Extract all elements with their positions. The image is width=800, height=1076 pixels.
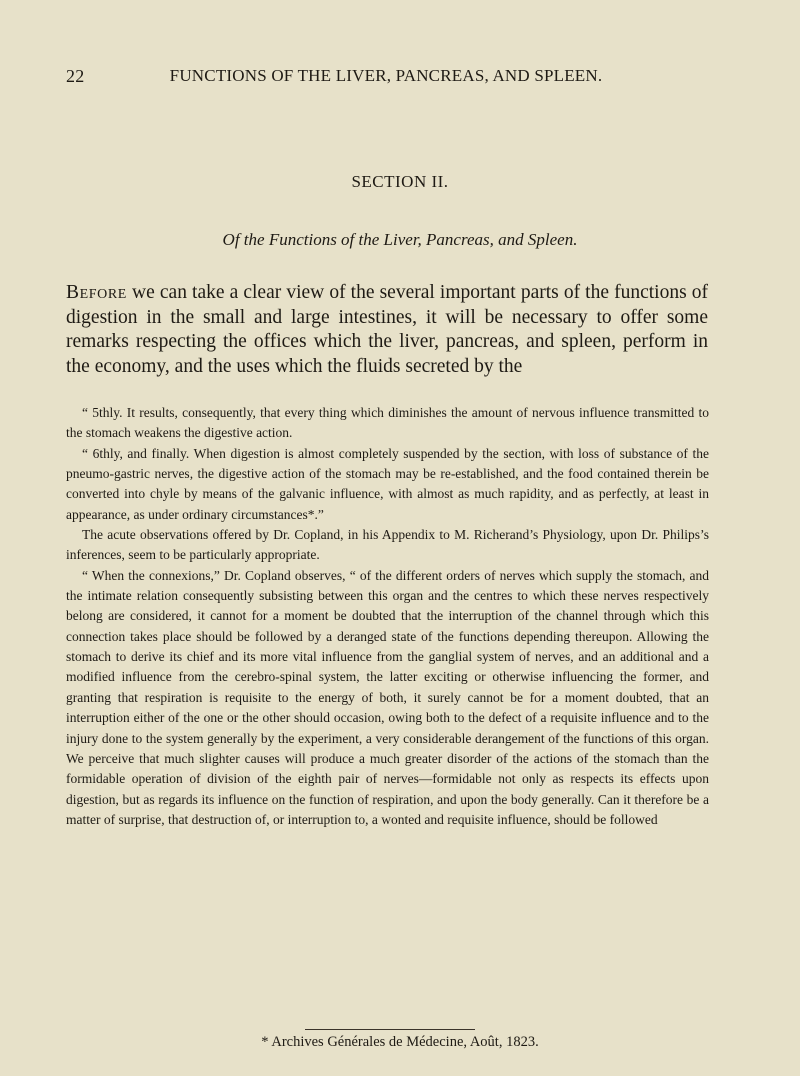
page-number: 22 bbox=[66, 66, 85, 86]
section-subtitle: Of the Functions of the Liver, Pancreas, and Spleen. bbox=[222, 230, 578, 249]
lead-first-word: Before bbox=[66, 282, 127, 303]
quoted-passage bbox=[66, 403, 709, 830]
quote-paragraph-4: “ When the connexions,” Dr. Copland observes, “ of the different orders of nerves which supply the stomach, and the intimate relation consequently subsisting between this organ and the centres to which these nerves respectively belong are considered, it cannot for a moment be doubted that the interruption of the channel through which this connection takes place should be followed by a deranged state of the functions depending thereupon. Allowing the stomach to derive its chief and its more vital influence from the ganglial system of nerves, and an additional and a modified influence from the cerebro-spinal system, the latter exciting or otherwise influencing the former, and granting that respiration is requisite to the energy of both, it surely cannot be for a moment doubted, that an interruption either of the one or the other should occasion, owing both to the defect of a requisite influence and to the injury done to the system generally by the experiment, a very considerable derangement of the functions of this organ. We perceive that much slighter causes will produce a much greater disorder of the actions of the stomach than the formidable operation of division of the eighth pair of nerves—formidable not only as respects its effects upon digestion, but as regards its influence on the function of respiration, and upon the body generally. Can it therefore be a matter of surprise, that destruction of, or interruption to, a wonted and requisite influence, should be followed bbox=[66, 567, 709, 827]
footnote: * Archives Générales de Médecine, Août, 1823. bbox=[261, 1034, 539, 1050]
quote-paragraph-2: “ 6thly, and finally. When digestion is almost completely suspended by the section, with loss of substance of the pneumo-gastric nerves, the digestive action of the stomach may be re-established, and the food contained therein be converted into chyle by means of the galvanic influence, with almost as much rapidity, and as perfectly, at least in appearance, as under ordinary circumstances*.” bbox=[66, 445, 709, 522]
footnote-rule bbox=[305, 1029, 475, 1030]
section-title: SECTION II. bbox=[351, 172, 449, 191]
lead-paragraph bbox=[66, 281, 708, 379]
quote-paragraph-3: The acute observations offered by Dr. Copland, in his Appendix to M. Richerand’s Physiology, upon Dr. Philips’s inferences, seem to be particularly appropriate. bbox=[66, 527, 709, 563]
quote-paragraph-1: “ 5thly. It results, consequently, that every thing which diminishes the amount of nervous influence transmitted to the stomach weakens the digestive action. bbox=[66, 405, 709, 441]
lead-text: we can take a clear view of the several important parts of the functions of digestion in the small and large intestines, it will be necessary to offer some remarks respecting the offices which the liver, pancreas, and spleen, perform in the economy, and the uses which the fluids secreted by the bbox=[66, 282, 708, 377]
running-title: FUNCTIONS OF THE LIVER, PANCREAS, AND SPLEEN. bbox=[169, 66, 603, 85]
